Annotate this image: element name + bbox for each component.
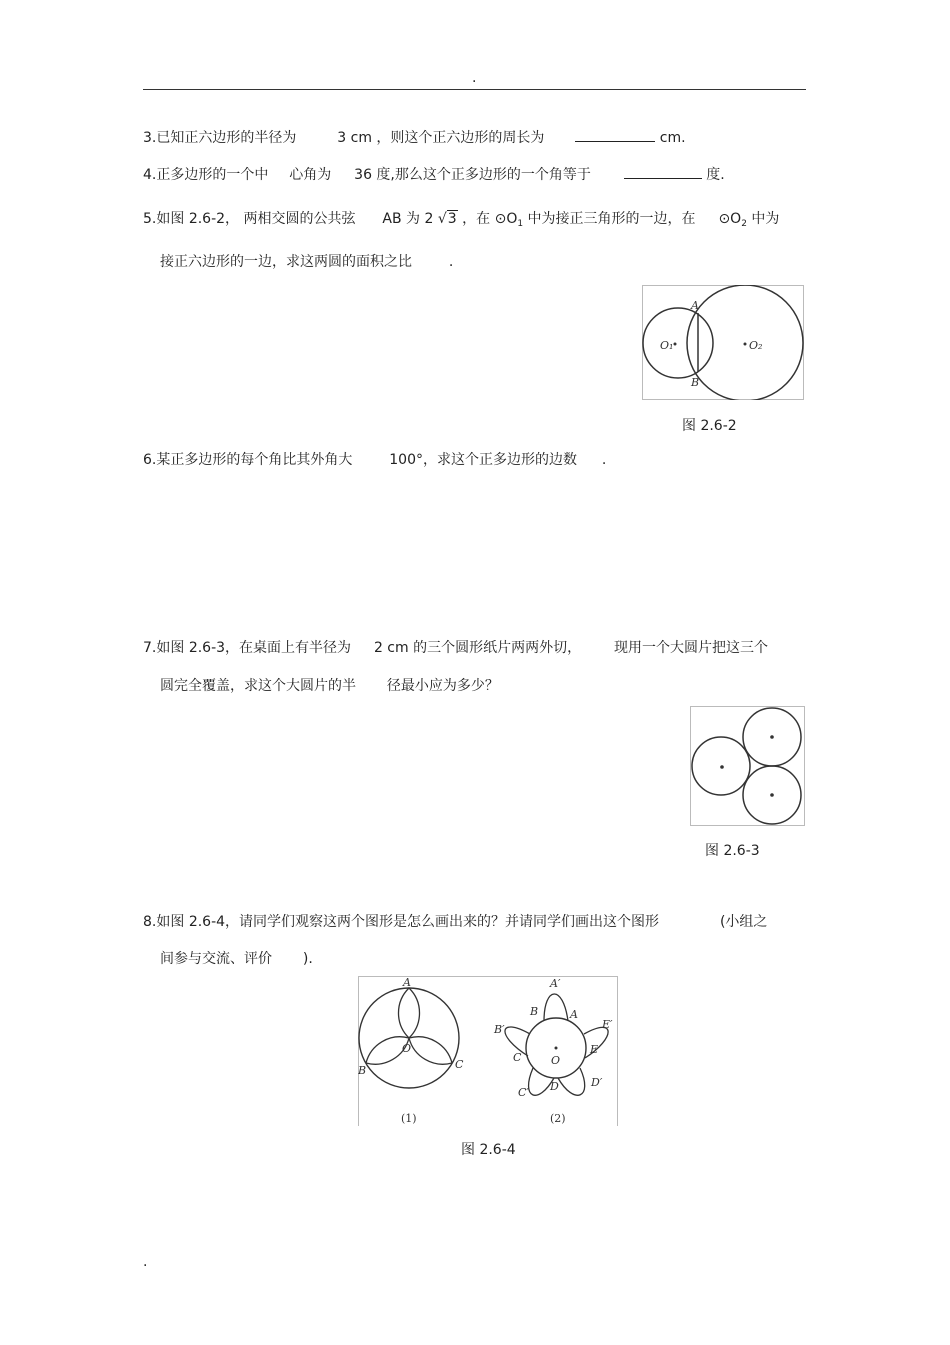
- figure-2-6-2: [642, 285, 804, 400]
- q4-text: 4.正多边形的一个中: [143, 167, 269, 183]
- fig262-center-o1: [674, 343, 677, 346]
- fig262-center-o2: [744, 343, 747, 346]
- q5-chord: AB 为 2: [382, 211, 434, 227]
- fig264-2-petal-d: [558, 1068, 585, 1095]
- fig264-2-label-e: E: [590, 1043, 599, 1056]
- fig262-label-b: B: [691, 376, 700, 389]
- question-4: [143, 164, 725, 184]
- question-8: [143, 913, 767, 931]
- fig264-2-label-b1: B′: [494, 1023, 505, 1036]
- q5-text: 5.如图: [143, 211, 185, 227]
- q3-unit: cm.: [659, 130, 686, 146]
- q3-text2: ，则这个正六边形的周长为: [376, 130, 545, 146]
- question-7-line2: [160, 677, 499, 695]
- q5-text5: 中为: [751, 211, 780, 227]
- q5-text2: 两相交圆的公共弦: [243, 211, 356, 227]
- q5-sqrt-value: 3: [447, 211, 457, 227]
- fig263-center-left: [720, 765, 724, 769]
- q8-fig-ref: 2.6-4，请同学们观察这两个图形是怎么画出来的？并请同学们画出这个图形: [188, 914, 660, 930]
- fig264-1-label-o: O: [402, 1042, 412, 1055]
- question-8-line2: [160, 950, 313, 968]
- q4-answer-blank[interactable]: [624, 164, 702, 179]
- header-rule: [143, 89, 806, 90]
- q4-value: 36 度,那么这个正多边形的一个角等于: [354, 167, 591, 183]
- fig262-circle-o1: [643, 308, 713, 378]
- fig264-2-label-a1: A′: [550, 977, 561, 990]
- fig264-1-label-c: C: [455, 1058, 464, 1071]
- fig264-sub1-caption: (1): [401, 1112, 417, 1125]
- fig264-1-arc-a: [398, 988, 419, 1038]
- q6-end: .: [601, 452, 607, 468]
- header-dot: .: [472, 70, 477, 86]
- fig263-center-bottom: [770, 793, 774, 797]
- q3-text: 3.已知正六边形的半径为: [143, 130, 297, 146]
- q7-text: 7.如图: [143, 640, 185, 656]
- question-5-line2: [160, 253, 453, 271]
- fig263-caption: 图 2.6-3: [705, 843, 760, 859]
- q7-line2: 圆完全覆盖，求这个大圆片的半: [160, 678, 356, 694]
- q5-text3: ，在: [462, 211, 491, 227]
- q7-line2b: 径最小应为多少？: [386, 678, 499, 694]
- q5-circle1: ⊙O: [494, 211, 518, 227]
- q4-unit: 度.: [706, 167, 725, 183]
- fig262-caption: 图 2.6-2: [682, 418, 737, 434]
- fig264-2-label-c: C: [513, 1051, 522, 1064]
- q5-sub1: 1: [517, 219, 524, 229]
- q7-value: 2 cm 的三个圆形纸片两两外切，: [373, 640, 582, 656]
- q4-text2: 心角为: [289, 167, 332, 183]
- q6-value: 100°，求这个正多边形的边数: [389, 452, 577, 468]
- question-7: [143, 639, 768, 657]
- fig263-frame: [691, 707, 805, 826]
- fig264-2-label-o: O: [551, 1054, 561, 1067]
- q5-line2-end: .: [448, 254, 454, 270]
- fig264-caption: 图 2.6-4: [461, 1142, 516, 1158]
- q8-text: 8.如图: [143, 914, 185, 930]
- fig262-label-a: A: [691, 299, 699, 312]
- fig264-2-label-d1: D′: [591, 1076, 603, 1089]
- q3-value: 3 cm: [337, 130, 372, 146]
- fig264-2-label-e1: E′: [602, 1018, 613, 1031]
- fig264-2-label-c1: C′: [518, 1086, 529, 1099]
- fig264-2-petal-a: [544, 994, 568, 1021]
- q8-line2: 间参与交流、评价: [160, 951, 272, 967]
- q5-sub2: 2: [741, 219, 747, 229]
- fig262-label-o2: O₂: [749, 339, 763, 352]
- fig264-sub1: [358, 976, 464, 1125]
- footer-dot: .: [143, 1254, 148, 1270]
- q8-line2-end: ).: [302, 951, 313, 967]
- sqrt-symbol: √3: [437, 211, 457, 227]
- fig264-1-arc-c: [409, 1037, 452, 1064]
- figure-2-6-3: [690, 706, 805, 826]
- question-5: [143, 210, 779, 233]
- q5-line2: 接正六边形的一边，求这两圆的面积之比: [160, 254, 412, 270]
- fig262-label-o1: O₁: [660, 339, 674, 352]
- fig264-1-label-a: A: [403, 976, 411, 989]
- q8-text2: (小组之: [719, 914, 768, 930]
- fig264-2-label-a: A: [570, 1008, 578, 1021]
- fig264-1-label-b: B: [358, 1064, 367, 1077]
- figure-2-6-4: [358, 976, 618, 1126]
- fig264-2-label-d: D: [550, 1080, 559, 1093]
- q5-circle2: ⊙O: [718, 211, 742, 227]
- q3-answer-blank[interactable]: [575, 127, 655, 142]
- q6-text: 6.某正多边形的每个角比其外角大: [143, 452, 353, 468]
- q7-fig-ref: 2.6-3，在桌面上有半径为: [188, 640, 352, 656]
- fig264-sub2-caption: (2): [550, 1112, 566, 1125]
- q5-text4: 中为接正三角形的一边，在: [527, 211, 696, 227]
- question-6: [143, 451, 606, 469]
- fig264-2-center: [555, 1047, 558, 1050]
- question-3: [143, 127, 686, 147]
- fig264-sub2: [493, 977, 613, 1125]
- q7-text2: 现用一个大圆片把这三个: [614, 640, 769, 656]
- fig263-center-top: [770, 735, 774, 739]
- q5-fig-ref: 2.6-2，: [188, 211, 240, 227]
- fig264-2-label-b: B: [530, 1005, 539, 1018]
